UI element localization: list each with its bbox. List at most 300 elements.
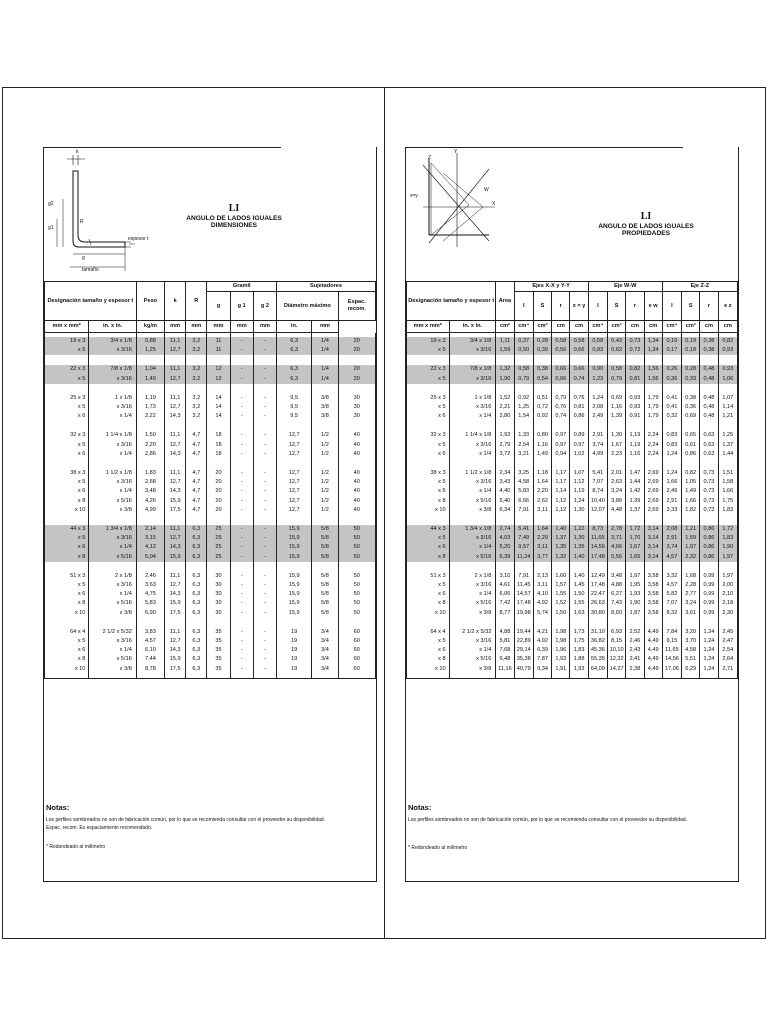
value-cell: 1,04 [136, 365, 164, 374]
spacer-cell [626, 618, 644, 628]
value-cell: 29,14 [514, 646, 533, 655]
size-in-cell: x 1/4 [89, 450, 136, 459]
size-in-cell: 7/8 x 1/8 [449, 365, 496, 374]
size-in-cell: 3/4 x 1/8 [449, 337, 496, 346]
title-line-1: ANGULO DE LADOS IGUALES [598, 222, 694, 230]
value-cell: 3,2 [186, 403, 207, 412]
value-cell: 6,3 [277, 365, 312, 374]
spacer-cell [136, 562, 164, 572]
value-cell: 3,2 [186, 346, 207, 355]
value-cell: 10,10 [607, 646, 625, 655]
value-cell: 25 [207, 534, 230, 543]
value-cell: 7,07 [662, 599, 681, 608]
spacer-cell [514, 384, 533, 394]
spacer-cell [644, 384, 662, 394]
value-cell: 0,38 [682, 394, 700, 403]
spacer-cell [718, 674, 737, 679]
value-cell: 40 [338, 450, 375, 459]
value-cell: 2,77 [682, 590, 700, 599]
value-cell: - [253, 655, 276, 664]
value-cell: 40 [338, 431, 375, 440]
unit-cell: cm [700, 321, 718, 333]
value-cell: 2,18 [718, 599, 737, 608]
spacer-cell [626, 384, 644, 394]
value-cell: 1,66 [682, 497, 700, 506]
page-title [174, 203, 294, 230]
value-cell: 2,69 [644, 497, 662, 506]
value-cell: 2,41 [626, 655, 644, 664]
value-cell: 0,48 [700, 412, 718, 421]
value-cell: 6,34 [496, 506, 514, 515]
spacer-cell [253, 421, 276, 431]
value-cell: 1/2 [312, 478, 338, 487]
spacer-cell [207, 674, 230, 679]
size-mm-cell: x 6 [407, 487, 450, 496]
value-cell: 3/4 [312, 665, 338, 674]
size-mm-cell: 51 x 3 [407, 572, 450, 581]
value-cell: 3,14 [644, 553, 662, 562]
value-cell: 5/8 [312, 543, 338, 552]
value-cell: 7,44 [136, 655, 164, 664]
spacer-cell [718, 562, 737, 572]
size-mm-cell: 32 x 3 [45, 431, 89, 440]
spacer-cell [626, 459, 644, 469]
spacer-cell [514, 515, 533, 525]
value-cell: 6,39 [533, 646, 551, 655]
property-header: S [533, 292, 551, 321]
value-cell: 1/4 [312, 365, 338, 374]
spacer-cell [277, 618, 312, 628]
value-cell: 1,39 [607, 412, 625, 421]
value-cell: 7,49 [514, 534, 533, 543]
value-cell: 12,7 [165, 346, 186, 355]
value-cell: - [253, 346, 276, 355]
table-row [45, 412, 376, 421]
size-in-cell: 1 x 1/8 [449, 394, 496, 403]
value-cell: - [230, 599, 253, 608]
value-cell: 3,74 [588, 441, 607, 450]
value-cell: 1,97 [718, 572, 737, 581]
spacer-cell [449, 355, 496, 365]
value-cell: 0,66 [552, 375, 570, 384]
value-cell: 40 [338, 478, 375, 487]
value-cell: 1,24 [662, 469, 681, 478]
value-cell: 14,27 [607, 665, 625, 674]
value-cell: 2,62 [533, 497, 551, 506]
value-cell: - [230, 450, 253, 459]
value-cell: 1,75 [718, 497, 737, 506]
size-in-cell: x 1/4 [89, 412, 136, 421]
value-cell: 7,84 [662, 628, 681, 637]
value-cell: 14,3 [165, 646, 186, 655]
spacer-cell [496, 355, 514, 365]
value-cell: 2,47 [718, 637, 737, 646]
value-cell: 1,90 [718, 543, 737, 552]
value-cell: 1,06 [718, 375, 737, 384]
spacer-cell [607, 355, 625, 365]
table-row [45, 534, 376, 543]
value-cell: 18 [207, 431, 230, 440]
spacer-row [407, 674, 738, 679]
spacer-cell [552, 355, 570, 365]
value-cell: 12,7 [277, 450, 312, 459]
spacer-cell [449, 618, 496, 628]
value-cell: 8,32 [662, 609, 681, 618]
value-cell: - [230, 543, 253, 552]
value-cell: 30 [207, 609, 230, 618]
spacer-cell [136, 515, 164, 525]
size-in-cell: x 3/16 [449, 581, 496, 590]
value-cell: 1/2 [312, 487, 338, 496]
value-cell: 3,2 [186, 375, 207, 384]
value-cell: 0,76 [552, 403, 570, 412]
spacer-cell [407, 515, 450, 525]
spacer-cell [700, 515, 718, 525]
unit-cell: cm [718, 321, 737, 333]
value-cell: 5,83 [514, 487, 533, 496]
spacer-cell [338, 459, 375, 469]
spacer-cell [533, 459, 551, 469]
value-cell: 2,38 [626, 665, 644, 674]
spacer-cell [253, 618, 276, 628]
value-cell: 0,18 [682, 346, 700, 355]
spacer-cell [514, 355, 533, 365]
value-cell: 0,76 [570, 394, 588, 403]
size-in-cell: 2 1/2 x 5/32 [449, 628, 496, 637]
spacer-row [407, 384, 738, 394]
spacer-cell [230, 515, 253, 525]
spacer-cell [607, 459, 625, 469]
spacer-cell [89, 355, 136, 365]
value-cell: 6,90 [136, 609, 164, 618]
value-cell: 4,26 [136, 497, 164, 506]
spacer-cell [718, 421, 737, 431]
value-cell: - [253, 431, 276, 440]
value-cell: 2,69 [644, 506, 662, 515]
size-mm-cell: x 6 [45, 450, 89, 459]
value-cell: 1,39 [626, 497, 644, 506]
value-cell: 1,24 [570, 497, 588, 506]
size-mm-cell: x 10 [45, 665, 89, 674]
value-cell: 1,75 [570, 637, 588, 646]
size-in-cell: 1 3/4 x 1/8 [449, 525, 496, 534]
value-cell: 0,92 [533, 412, 551, 421]
size-in-cell: x 1/4 [449, 543, 496, 552]
spacer-cell [552, 618, 570, 628]
value-cell: 6,3 [277, 375, 312, 384]
table-row [45, 450, 376, 459]
size-in-cell: x 3/16 [89, 375, 136, 384]
value-cell: 3,43 [496, 478, 514, 487]
size-mm-cell: x 6 [407, 646, 450, 655]
value-cell: 20 [338, 375, 375, 384]
value-cell: 12,7 [165, 478, 186, 487]
size-in-cell: x 3/16 [449, 637, 496, 646]
value-cell: 15,9 [277, 572, 312, 581]
spacer-cell [552, 459, 570, 469]
value-cell: 0,97 [552, 441, 570, 450]
value-cell: 0,58 [514, 365, 533, 374]
spacer-row [45, 421, 376, 431]
value-cell: 30,80 [588, 609, 607, 618]
value-cell: 1,52 [496, 394, 514, 403]
value-cell: 35,38 [514, 655, 533, 664]
value-cell: 8,77 [496, 609, 514, 618]
table-row [45, 431, 376, 440]
value-cell: 1,97 [626, 572, 644, 581]
value-cell: 14,3 [165, 412, 186, 421]
value-cell: 0,66 [570, 365, 588, 374]
value-cell: 2,49 [662, 487, 681, 496]
spacer-cell [89, 618, 136, 628]
spacer-cell [186, 618, 207, 628]
value-cell: 11,1 [165, 469, 186, 478]
unit-cell: cm⁴ [662, 321, 681, 333]
value-cell: 0,93 [626, 403, 644, 412]
value-cell: 5,41 [514, 525, 533, 534]
footnote: * Redondeado al milímetro [408, 844, 468, 851]
value-cell: 8,15 [607, 637, 625, 646]
spacer-cell [230, 674, 253, 679]
size-mm-cell: 38 x 3 [407, 469, 450, 478]
property-header: e w [644, 292, 662, 321]
spacer-cell [165, 421, 186, 431]
angle-section-figure [47, 149, 137, 277]
value-cell: 1,47 [626, 469, 644, 478]
value-cell: 3,48 [607, 572, 625, 581]
value-cell: 3,2 [186, 365, 207, 374]
size-mm-cell: x 6 [45, 543, 89, 552]
table-row [407, 403, 738, 412]
value-cell: 9,5 [277, 394, 312, 403]
value-cell: 1,17 [552, 469, 570, 478]
value-cell: 4,7 [186, 506, 207, 515]
value-cell: 60 [338, 628, 375, 637]
value-cell: - [253, 412, 276, 421]
spacer-cell [89, 515, 136, 525]
spacer-cell [165, 515, 186, 525]
value-cell: 1,24 [700, 637, 718, 646]
value-cell: 1,49 [136, 375, 164, 384]
value-cell: - [230, 609, 253, 618]
size-mm-cell: x 6 [407, 412, 450, 421]
property-header: x = y [570, 292, 588, 321]
value-cell: 0,83 [662, 441, 681, 450]
spacer-cell [165, 618, 186, 628]
unit-cell: cm [570, 321, 588, 333]
value-cell: 2,22 [136, 412, 164, 421]
top-rule [405, 147, 683, 148]
spacer-cell [533, 384, 551, 394]
value-cell: 0,86 [700, 553, 718, 562]
unit-cell: mm [165, 321, 186, 333]
value-cell: 6,3 [186, 655, 207, 664]
value-cell: 2,20 [136, 441, 164, 450]
spacer-cell [45, 562, 89, 572]
size-in-cell: x 3/16 [449, 478, 496, 487]
size-in-cell: x 1/4 [89, 590, 136, 599]
value-cell: 1,19 [136, 394, 164, 403]
value-cell: 3,63 [136, 581, 164, 590]
spacer-cell [136, 355, 164, 365]
property-header: r [626, 292, 644, 321]
value-cell: 1,42 [626, 487, 644, 496]
value-cell: 3,48 [136, 487, 164, 496]
value-cell: 19 [277, 637, 312, 646]
value-cell: 64,09 [588, 665, 607, 674]
value-cell: - [230, 346, 253, 355]
value-cell: 12,32 [607, 655, 625, 664]
value-cell: 1,37 [718, 441, 737, 450]
value-cell: 1,22 [570, 525, 588, 534]
spacer-cell [136, 618, 164, 628]
value-cell: 7,91 [514, 572, 533, 581]
value-cell: 6,3 [186, 534, 207, 543]
size-in-cell: x 5/16 [449, 655, 496, 664]
value-cell: 17,06 [662, 665, 681, 674]
spacer-cell [253, 459, 276, 469]
spacer-cell [407, 674, 450, 679]
size-mm-cell: x 8 [407, 553, 450, 562]
unit-cell: mm [312, 321, 338, 333]
value-cell: 1,45 [570, 581, 588, 590]
spacer-cell [662, 674, 681, 679]
size-mm-cell: 22 x 3 [407, 365, 450, 374]
spacer-cell [682, 674, 700, 679]
value-cell: 4,49 [644, 646, 662, 655]
value-cell: 19 [277, 628, 312, 637]
col-R: R [186, 282, 207, 321]
value-cell: 3,61 [682, 609, 700, 618]
value-cell: 1,97 [682, 543, 700, 552]
size-in-cell: x 3/8 [449, 665, 496, 674]
value-cell: 12 [207, 365, 230, 374]
spacer-cell [312, 384, 338, 394]
spacer-cell [514, 674, 533, 679]
property-header: I [662, 292, 681, 321]
value-cell: 0,73 [700, 487, 718, 496]
col-designation: Designación tamaño y espesor t [45, 282, 137, 321]
value-cell: 5,41 [588, 469, 607, 478]
spacer-row [407, 459, 738, 469]
value-cell: - [253, 646, 276, 655]
size-in-cell: x 5/16 [89, 599, 136, 608]
value-cell: 1/4 [312, 337, 338, 346]
spacer-cell [277, 674, 312, 679]
spacer-cell [514, 618, 533, 628]
value-cell: 31,10 [588, 628, 607, 637]
value-cell: 1,18 [533, 469, 551, 478]
value-cell: - [230, 525, 253, 534]
value-cell: 1,34 [644, 337, 662, 346]
value-cell: 30 [207, 572, 230, 581]
value-cell: 50 [338, 609, 375, 618]
value-cell: 1,24 [700, 628, 718, 637]
value-cell: 12,7 [277, 469, 312, 478]
value-cell: 20 [207, 506, 230, 515]
value-cell: 1,19 [570, 487, 588, 496]
value-cell: 6,66 [514, 497, 533, 506]
value-cell: 12,7 [277, 431, 312, 440]
value-cell: - [230, 534, 253, 543]
spacer-cell [449, 421, 496, 431]
value-cell: 20 [338, 346, 375, 355]
table-row [407, 628, 738, 637]
value-cell: 1,17 [552, 478, 570, 487]
size-in-cell: x 1/4 [449, 590, 496, 599]
value-cell: 1,50 [552, 609, 570, 618]
spacer-cell [607, 618, 625, 628]
spacer-row [45, 459, 376, 469]
value-cell: 50 [338, 590, 375, 599]
table-row [45, 599, 376, 608]
table-row [407, 506, 738, 515]
table-row [45, 346, 376, 355]
value-cell: 1,02 [570, 450, 588, 459]
size-mm-cell: x 5 [407, 346, 450, 355]
value-cell: 1,49 [682, 487, 700, 496]
value-cell: 0,54 [533, 375, 551, 384]
size-in-cell: x 3/8 [449, 609, 496, 618]
value-cell: 1,34 [644, 346, 662, 355]
spacer-cell [253, 355, 276, 365]
table-row [45, 628, 376, 637]
spacer-cell [89, 384, 136, 394]
spacer-cell [700, 355, 718, 365]
value-cell: 6,3 [186, 646, 207, 655]
size-in-cell: x 3/16 [89, 534, 136, 543]
value-cell: 14,56 [662, 655, 681, 664]
value-cell: 1,66 [662, 478, 681, 487]
spacer-cell [186, 562, 207, 572]
figure-label-xy: x=y [410, 193, 418, 199]
value-cell: 14 [207, 403, 230, 412]
value-cell: 18 [207, 450, 230, 459]
value-cell: 1,64 [533, 525, 551, 534]
value-cell: 4,57 [662, 553, 681, 562]
value-cell: 2,46 [136, 572, 164, 581]
value-cell: 0,16 [662, 337, 681, 346]
value-cell: 0,81 [626, 375, 644, 384]
figure-label-g2: g2 [48, 201, 54, 207]
size-in-cell: 3/4 x 1/8 [89, 337, 136, 346]
value-cell: 1/4 [312, 375, 338, 384]
dimensions-table [44, 281, 376, 679]
property-header: S [607, 292, 625, 321]
value-cell: - [230, 572, 253, 581]
spacer-cell [700, 384, 718, 394]
size-mm-cell: x 5 [407, 637, 450, 646]
spacer-cell [700, 674, 718, 679]
table-row [407, 497, 738, 506]
value-cell: 5,81 [496, 637, 514, 646]
value-cell: 15,9 [277, 590, 312, 599]
value-cell: 2,49 [588, 412, 607, 421]
spacer-cell [253, 515, 276, 525]
size-mm-cell: x 10 [407, 506, 450, 515]
value-cell: 7,87 [533, 655, 551, 664]
value-cell: 0,48 [700, 394, 718, 403]
value-cell: 14,3 [165, 487, 186, 496]
value-cell: 12,7 [165, 375, 186, 384]
size-mm-cell: x 5 [45, 346, 89, 355]
size-in-cell: x 5/16 [449, 497, 496, 506]
spacer-cell [644, 674, 662, 679]
value-cell: 0,90 [588, 365, 607, 374]
notes-heading: Notas: [408, 803, 432, 812]
value-cell: 1,12 [552, 506, 570, 515]
value-cell: 2,78 [607, 525, 625, 534]
